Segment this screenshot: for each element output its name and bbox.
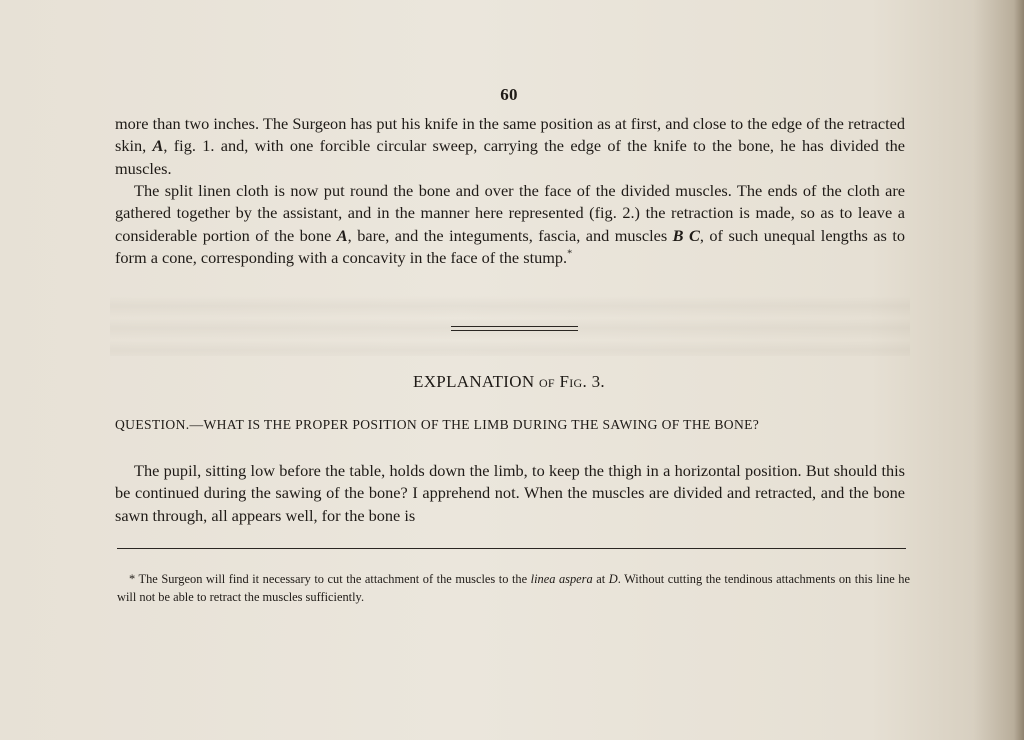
footnote-marker: * (567, 248, 573, 260)
figure-ref-a-bone: A (336, 225, 348, 245)
heading-main: EXPLANATION (413, 372, 535, 391)
paragraph-position (115, 460, 905, 527)
footnote-italic-term: linea aspera (530, 572, 593, 586)
footnote-text-a: * The Surgeon will find it necessary to cut the attachment of the muscles to the (129, 572, 531, 586)
figure-ref-a: A (152, 136, 164, 156)
paragraph-2 (115, 180, 905, 269)
question-line: QUESTION.—WHAT IS THE PROPER POSITION OF THE LIMB DURING THE SAWING OF THE BONE? (115, 417, 760, 432)
paragraph-1-text-a: more than two inches. The Surgeon has put his knife in the same position as at first, and close to the edge of the retracted skin, (115, 114, 905, 156)
paragraph-1 (115, 113, 905, 180)
paragraph-2-text-b: , bare, and the integuments, fascia, and muscles (347, 225, 673, 245)
paragraph-retraction (115, 180, 905, 269)
paragraph-1-text-b: , fig. 1. and, with one forcible circular sweep, carrying the edge of the knife to the bone, he has divided the muscles. (115, 136, 905, 178)
heading-fig: Fig. 3. (559, 372, 605, 391)
footnote-italic-ref: D (608, 572, 618, 586)
footnote-divider (117, 548, 906, 549)
section-heading (0, 372, 1018, 392)
footnote-text-c: . Without cutting the tendinous attachments on this line he will not be able to retract the muscles sufficiently. (117, 572, 911, 604)
paragraph-continuation (115, 113, 905, 180)
paragraph-3: The pupil, sitting low before the table, holds down the limb, to keep the thigh in a horizontal position. But should this be continued during the sawing of the bone? I apprehend not. When the muscles are divided and retracted, and the bone sawn through, all appears well, for the bone is (115, 461, 905, 525)
paragraph-2-text-a: The split linen cloth is now put round the bone and over the face of the divided muscles. The ends of the cloth are gathered together by the assistant, and in the manner here represented (fig. 2.) the retraction is made, so as to leave a considerable portion of the bone (115, 181, 905, 245)
section-divider (451, 326, 578, 331)
page-number: 60 (500, 85, 518, 104)
footnote (117, 571, 910, 606)
footnote-text-b: at (592, 572, 609, 586)
paragraph-2-text-c: , of such unequal lengths as to form a cone, corresponding with a concavity in the face of the stump. (115, 225, 905, 267)
heading-of: of (538, 372, 555, 391)
figure-ref-bc: B C (672, 225, 700, 245)
